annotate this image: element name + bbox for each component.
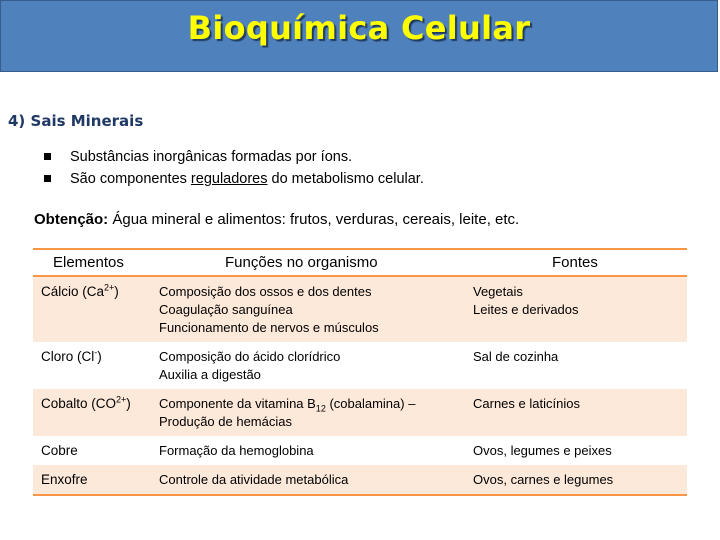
table-row bbox=[33, 436, 687, 465]
table-row bbox=[33, 277, 687, 342]
cell-functions: Composição dos ossos e dos dentes Coagulação sanguínea Funcionamento de nervos e músculos bbox=[151, 277, 465, 342]
bullet-text-after: do metabolismo celular. bbox=[267, 171, 424, 187]
cell-sources: Ovos, legumes e peixes bbox=[473, 443, 612, 458]
bullet-text-before: São componentes bbox=[70, 171, 191, 187]
cell-sources: Vegetais Leites e derivados bbox=[465, 277, 687, 342]
cell-functions: Composição do ácido clorídrico Auxilia a digestão bbox=[159, 349, 341, 382]
cell-functions: Formação da hemoglobina bbox=[159, 443, 314, 458]
obtencao-line bbox=[34, 211, 519, 228]
header-elementos: Elementos bbox=[53, 254, 124, 271]
header-fontes: Fontes bbox=[552, 254, 598, 271]
title-bar bbox=[0, 0, 718, 72]
header-funcoes: Funções no organismo bbox=[225, 254, 378, 271]
obtencao-label: Obtenção: bbox=[34, 211, 109, 228]
bullet-text-underlined: reguladores bbox=[190, 171, 268, 187]
page-title: Bioquímica Celular bbox=[187, 9, 531, 47]
bullet-list bbox=[44, 146, 424, 190]
table-row bbox=[33, 389, 687, 436]
cell-element: Cobre bbox=[41, 443, 78, 458]
bullet-item bbox=[44, 146, 424, 168]
square-bullet-icon bbox=[44, 153, 51, 160]
cell-functions: Controle da atividade metabólica bbox=[151, 465, 465, 495]
obtencao-text: Água mineral e alimentos: frutos, verduras, cereais, leite, etc. bbox=[108, 211, 520, 228]
table-header bbox=[33, 248, 687, 277]
cell-functions: Componente da vitamina $B_{12}$ (cobalamina) – Produção de hemácias bbox=[151, 389, 465, 436]
square-bullet-icon bbox=[44, 175, 51, 182]
cell-sources: Sal de cozinha bbox=[473, 349, 559, 364]
cell-element: Cobalto $(CO^{2+})$ bbox=[33, 389, 151, 436]
table-row bbox=[33, 465, 687, 495]
bullet-item bbox=[44, 168, 424, 190]
cell-sources: Ovos, carnes e legumes bbox=[465, 465, 687, 495]
cell-element: Enxofre bbox=[33, 465, 151, 495]
minerals-table bbox=[33, 277, 687, 496]
cell-element: Cálcio $(Ca^{2+})$ bbox=[33, 277, 151, 342]
cell-sources: Carnes e laticínios bbox=[465, 389, 687, 436]
cell-element: Cloro (Cl-) bbox=[41, 347, 102, 364]
table-row bbox=[33, 342, 687, 389]
section-title: 4) Sais Minerais bbox=[8, 112, 144, 130]
bullet-text: Substâncias inorgânicas formadas por íons. bbox=[70, 149, 353, 165]
